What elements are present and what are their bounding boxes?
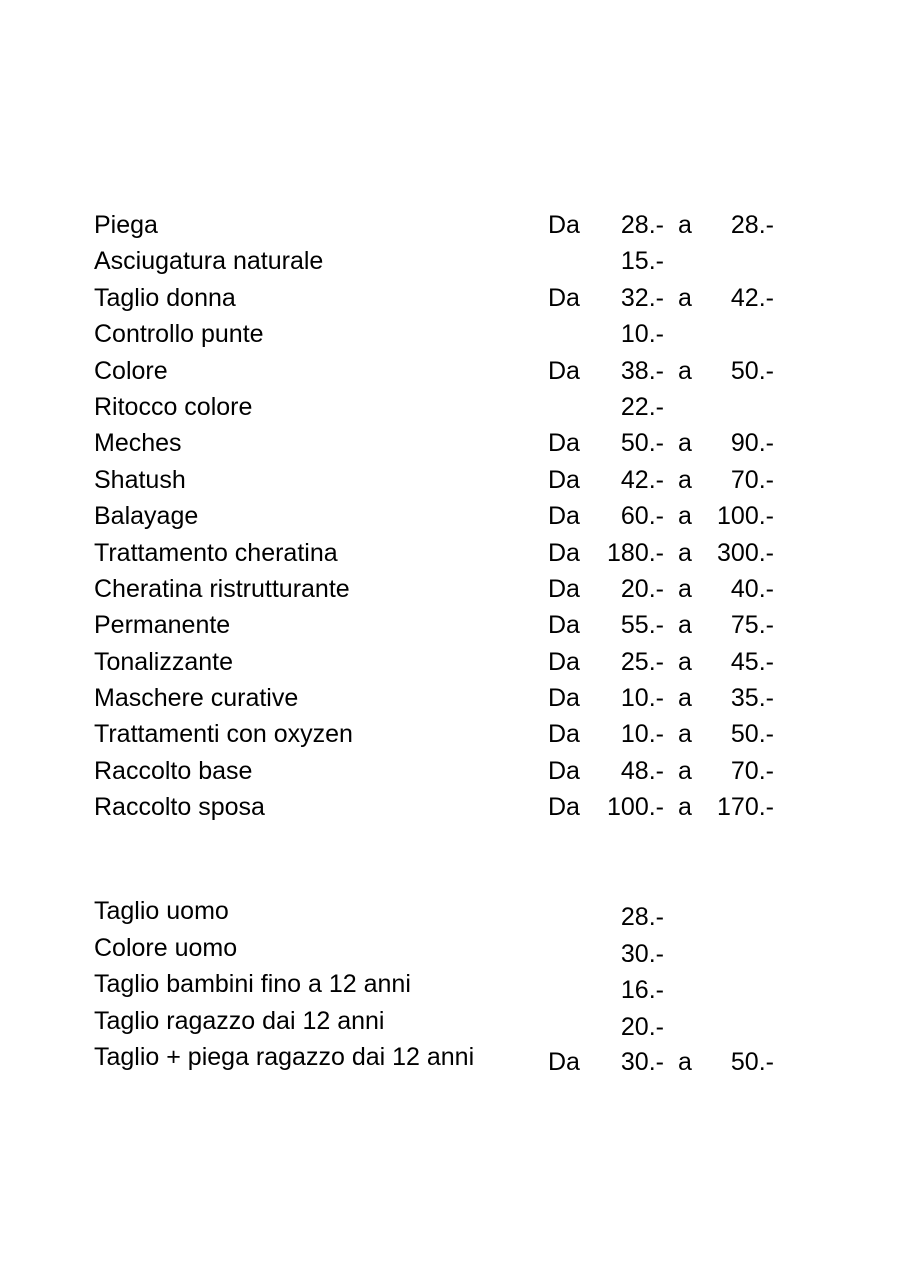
price-min: 100.-: [607, 793, 664, 822]
price-to-label: a: [678, 356, 692, 385]
price-from-label: Da: [548, 1048, 580, 1076]
price-max: 40.-: [730, 574, 774, 603]
price-min: 38.-: [620, 356, 664, 385]
service-name: Colore uomo: [94, 933, 238, 962]
service-name: Controllo punte: [94, 320, 264, 349]
service-name: Trattamenti con oxyzen: [94, 720, 353, 749]
price-row-taglio-uomo: [94, 893, 794, 930]
price-from-label: Da: [548, 356, 580, 385]
price-from-label: Da: [548, 647, 580, 676]
price-to-label: a: [678, 756, 692, 785]
service-name: Colore: [94, 356, 168, 385]
service-name: Meches: [94, 429, 182, 458]
price-min: 28.-: [620, 211, 664, 239]
service-name: Balayage: [94, 502, 199, 531]
service-name: Taglio ragazzo dai 12 anni: [94, 1006, 385, 1035]
price-row-balayage: [94, 498, 794, 534]
price-max: 70.-: [730, 465, 774, 494]
price-min: 55.-: [620, 611, 664, 640]
price-from-label: Da: [548, 465, 580, 494]
price-max: 28.-: [730, 211, 774, 239]
price-max: 50.-: [730, 1048, 774, 1076]
price-row-maschere-curative: [94, 680, 794, 716]
price-row-cheratina-ristrutturante: [94, 571, 794, 607]
service-name: Taglio uomo: [94, 897, 229, 925]
service-name: Taglio donna: [94, 283, 236, 312]
price-row-taglio-donna: [94, 280, 794, 316]
price-row-colore-uomo: [94, 930, 794, 967]
price-min: 15.-: [620, 247, 664, 276]
service-name: Taglio + piega ragazzo dai 12 anni: [94, 1043, 475, 1071]
price-row-ritocco-colore: [94, 389, 794, 425]
service-name: Taglio bambini fino a 12 anni: [94, 970, 411, 998]
service-name: Asciugatura naturale: [94, 247, 324, 276]
price-min: 25.-: [620, 647, 664, 676]
price-max: 90.-: [730, 429, 774, 458]
price-min: 10.-: [620, 320, 664, 349]
price-row-trattamenti-con-oxyzen: [94, 716, 794, 752]
price-to-label: a: [678, 684, 692, 713]
price-row-meches: [94, 425, 794, 461]
service-name: Permanente: [94, 611, 231, 640]
men-services-list: [94, 893, 794, 1076]
price-min: 42.-: [620, 465, 664, 494]
price-from-label: Da: [548, 429, 580, 458]
service-name: Raccolto sposa: [94, 793, 265, 822]
price-from-label: Da: [548, 211, 580, 239]
price-max: 35.-: [730, 684, 774, 713]
price-to-label: a: [678, 647, 692, 676]
price-row-trattamento-cheratina: [94, 535, 794, 571]
price-max: 45.-: [730, 647, 774, 676]
price-to-label: a: [678, 1048, 692, 1076]
price-to-label: a: [678, 720, 692, 749]
price-to-label: a: [678, 283, 692, 312]
service-name: Ritocco colore: [94, 392, 253, 421]
price-from-label: Da: [548, 720, 580, 749]
price-min: 60.-: [620, 502, 664, 531]
price-to-label: a: [678, 611, 692, 640]
service-name: Tonalizzante: [94, 647, 233, 676]
price-max: 50.-: [730, 720, 774, 749]
price-min: 180.-: [607, 538, 664, 567]
price-from-label: Da: [548, 283, 580, 312]
price-from-label: Da: [548, 574, 580, 603]
price-min: 10.-: [620, 720, 664, 749]
price-from-label: Da: [548, 502, 580, 531]
price-from-label: Da: [548, 756, 580, 785]
price-row-shatush: [94, 462, 794, 498]
price-max: 75.-: [730, 611, 774, 640]
price-min: 10.-: [620, 684, 664, 713]
price-row-piega: [94, 207, 794, 243]
service-name: Cheratina ristrutturante: [94, 574, 350, 603]
service-name: Maschere curative: [94, 684, 299, 713]
service-name: Raccolto base: [94, 756, 253, 785]
price-row-taglio-bambini: [94, 966, 794, 1003]
price-min: 50.-: [620, 429, 664, 458]
price-min: 16.-: [620, 976, 664, 1004]
price-max: 300.-: [717, 538, 774, 567]
price-row-raccolto-base: [94, 753, 794, 789]
price-to-label: a: [678, 574, 692, 603]
price-min: 32.-: [620, 283, 664, 312]
price-row-taglio-piega-ragazzo: [94, 1039, 794, 1076]
price-row-raccolto-sposa: [94, 789, 794, 825]
price-min: 20.-: [620, 574, 664, 603]
price-to-label: a: [678, 429, 692, 458]
price-row-tonalizzante: [94, 644, 794, 680]
price-row-taglio-ragazzo: [94, 1003, 794, 1040]
service-name: Trattamento cheratina: [94, 538, 338, 567]
price-row-controllo-punte: [94, 316, 794, 352]
price-from-label: Da: [548, 611, 580, 640]
price-to-label: a: [678, 793, 692, 822]
price-min: 30.-: [620, 939, 664, 968]
price-row-asciugatura-naturale: [94, 243, 794, 279]
price-max: 100.-: [717, 502, 774, 531]
price-min: 28.-: [620, 903, 664, 931]
price-min: 20.-: [620, 1012, 664, 1041]
women-services-list: [94, 207, 794, 826]
price-from-label: Da: [548, 538, 580, 567]
price-max: 170.-: [717, 793, 774, 822]
price-max: 70.-: [730, 756, 774, 785]
price-from-label: Da: [548, 684, 580, 713]
price-row-permanente: [94, 607, 794, 643]
price-to-label: a: [678, 211, 692, 239]
price-min: 48.-: [620, 756, 664, 785]
service-name: Shatush: [94, 465, 186, 494]
price-min: 22.-: [620, 392, 664, 421]
price-to-label: a: [678, 502, 692, 531]
price-min: 30.-: [620, 1048, 664, 1076]
price-from-label: Da: [548, 793, 580, 822]
price-max: 42.-: [730, 283, 774, 312]
price-to-label: a: [678, 538, 692, 567]
price-to-label: a: [678, 465, 692, 494]
price-max: 50.-: [730, 356, 774, 385]
service-name: Piega: [94, 211, 158, 239]
price-row-colore: [94, 353, 794, 389]
